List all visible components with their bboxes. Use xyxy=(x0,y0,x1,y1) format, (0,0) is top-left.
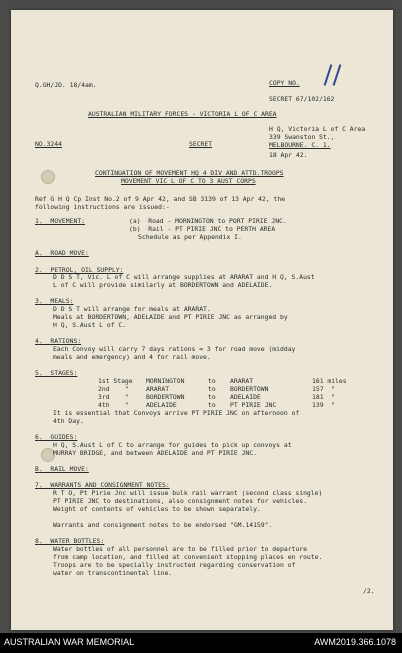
footer-source: AUSTRALIAN WAR MEMORIAL xyxy=(4,637,135,647)
hq-line: MELBOURNE. C. 1. xyxy=(269,141,331,149)
document-page xyxy=(11,10,393,630)
section-7-line: Weight of contents of vehicles to be shown separately. xyxy=(53,505,261,513)
section-8-line: Troops are to be specially instructed regarding conservation of xyxy=(53,561,296,569)
section-8-line: Water bottles of all personnel are to be filled prior to departure xyxy=(53,545,307,553)
section-4-line: Each Convoy will carry 7 days rations = 3 for road move (midday xyxy=(53,345,296,353)
section-3-line: H Q, S.Aust L of C. xyxy=(53,321,127,329)
secret-reference: SECRET 67/102/162 xyxy=(269,95,335,103)
section-7-line: R T O, Pt Pirie Jnc will issue bulk rail warrant (second class single) xyxy=(53,489,323,497)
hq-line: 339 Swanston St., xyxy=(269,133,335,141)
heading-line: CONTINUATION OF MOVEMENT HQ 4 DIV AND ATTD.TROOPS xyxy=(95,169,284,177)
stage-from: ADELAIDE xyxy=(146,401,177,409)
pen-mark xyxy=(333,64,342,86)
section-5-note: It is essential that Convoys arrive PT PIRIE JNC on afternoon of xyxy=(53,409,300,417)
footer-accession: AWM2019.366.1078 xyxy=(314,637,396,647)
stage-miles: 139 " xyxy=(312,401,336,409)
stage-miles: 161 miles xyxy=(312,377,347,385)
section-5-label: 5. STAGES: xyxy=(35,369,78,377)
stage-to-word: to xyxy=(208,401,216,409)
document-number: NO.3244 xyxy=(35,140,62,148)
section-1-line: (b) Rail - PT PIRIE JNC to PERTH AREA xyxy=(129,225,276,233)
heading-line: MOVEMENT VIC L OF C TO 3 AUST CORPS xyxy=(121,177,256,185)
punch-hole xyxy=(41,170,55,184)
stage-name: 4th " xyxy=(98,401,129,409)
stage-to-word: to xyxy=(208,385,216,393)
section-2-line: L of C will provide similarly at BORDERTOWN and ADELAIDE. xyxy=(53,281,273,289)
section-7-line: PT PIRIE JNC to destinations, also consignment notes for vehicles. xyxy=(53,497,307,505)
section-6-label: 6. GUIDES: xyxy=(35,433,78,441)
intro-line: following instructions are issued:- xyxy=(35,203,170,211)
stage-name: 3rd " xyxy=(98,393,129,401)
stage-name: 1st Stage xyxy=(98,377,133,385)
stage-to-word: to xyxy=(208,393,216,401)
section-2-line: D D S T, Vic. L of C will arrange supplies at ARARAT and H Q, S.Aust xyxy=(53,273,315,281)
section-2-label: 2. PETROL, OIL SUPPLY: xyxy=(35,266,124,274)
section-8-label: 8. WATER BOTTLES: xyxy=(35,537,105,545)
section-1-label: 1. MOVEMENT: xyxy=(35,217,86,225)
stage-name: 2nd " xyxy=(98,385,129,393)
section-4-line: meals and emergency) and 4 for rail move. xyxy=(53,353,211,361)
stage-to: ADELAIDE xyxy=(230,393,261,401)
stage-from: ARARAT xyxy=(146,385,170,393)
section-a-heading: A. ROAD MOVE: xyxy=(35,249,89,257)
hq-line: H Q, Victoria L of C Area xyxy=(269,125,366,133)
section-3-line: Meals at BORDERTOWN, ADELAIDE and PT PIRIE JNC as arranged by xyxy=(53,313,288,321)
section-3-line: D D S T will arrange for meals at ARARAT. xyxy=(53,305,211,313)
page-continuation: /2. xyxy=(363,587,375,595)
section-6-line: H Q, S.Aust L of C to arrange for guides to pick up convoys at xyxy=(53,441,292,449)
stage-from: BORDERTOWN xyxy=(146,393,185,401)
section-1-line: (a) Road - MORNINGTON to PORT PIRIE JNC. xyxy=(129,217,287,225)
stage-to: ARARAT xyxy=(230,377,254,385)
section-b-heading: B. RAIL MOVE: xyxy=(35,465,89,473)
stage-miles: 157 " xyxy=(312,385,336,393)
section-4-label: 4. RATIONS: xyxy=(35,337,82,345)
intro-line: Ref G H Q Cp Inst No.2 of 9 Apr 42, and SB 3139 of 13 Apr 42, the xyxy=(35,195,286,203)
stage-miles: 181 " xyxy=(312,393,336,401)
section-7-label: 7. WARRANTS AND CONSIGNMENT NOTES: xyxy=(35,481,170,489)
hq-date: 18 Apr 42. xyxy=(269,151,308,159)
stage-to: BORDERTOWN xyxy=(230,385,269,393)
section-7-note: Warrants and consignment notes to be endorsed "GM.14159". xyxy=(53,521,273,529)
section-1-line: Schedule as per Appendix I. xyxy=(138,233,242,241)
stage-to-word: to xyxy=(208,377,216,385)
section-8-line: water on transcontinental line. xyxy=(53,569,173,577)
stage-to: PT PIRIE JNC xyxy=(230,401,277,409)
section-8-line: from camp location, and filled at convenient stopping places en route. xyxy=(53,553,323,561)
reference-number: Q.GH/JD. 18/4am. xyxy=(35,81,97,89)
copy-number: COPY NO. xyxy=(269,79,300,87)
section-3-label: 3. MEALS: xyxy=(35,297,74,305)
footer-bar xyxy=(0,633,402,653)
secret-label: SECRET xyxy=(189,140,213,148)
section-6-line: MURRAY BRIDGE, and between ADELAIDE and PT PIRIE JNC. xyxy=(53,449,257,457)
section-5-note: 4th Day. xyxy=(53,417,84,425)
pen-mark xyxy=(324,64,333,86)
stage-from: MORNINGTON xyxy=(146,377,185,385)
document-title: AUSTRALIAN MILITARY FORCES - VICTORIA L OF C AREA xyxy=(88,110,277,118)
